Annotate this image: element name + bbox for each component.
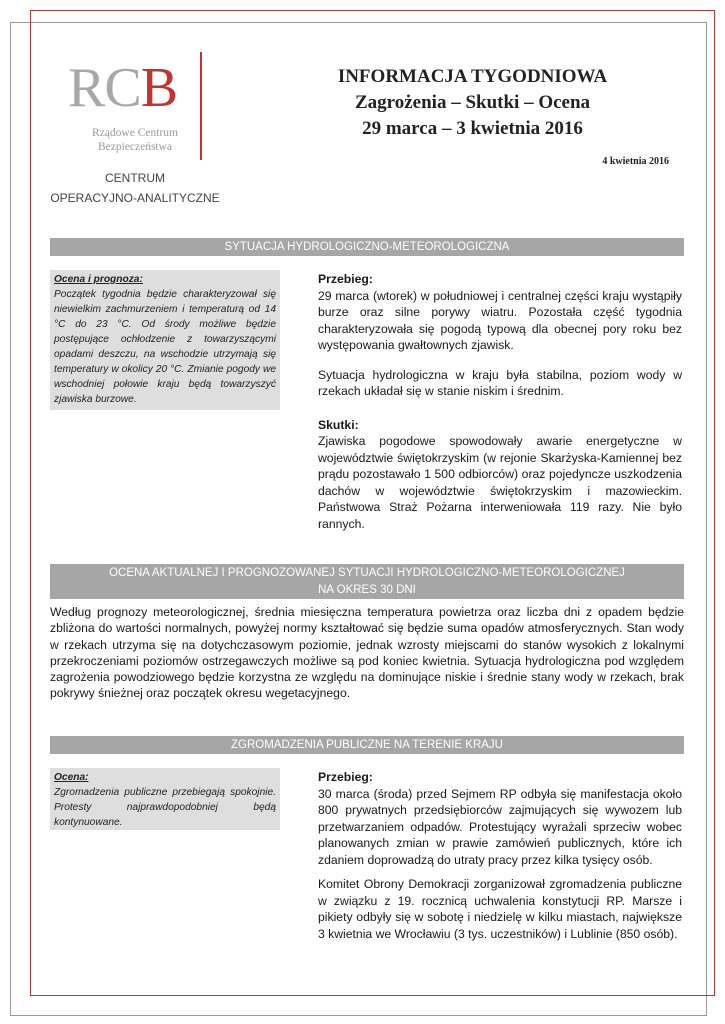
section-header-hydro-meteo: SYTUACJA HYDROLOGICZNO-METEOROLOGICZNA <box>50 238 684 256</box>
assemblies-paragraph-1: 30 marca (środa) przed Sejmem RP odbyła się manifestacja około 800 prywatnych przedsiębiorców zajmujących się wywozem lub przetwarzaniem odpadów. Protestujący wyrażali sprzeciw wobec planowanych zmian w prawie zamówień publicznych, które ich zdaniem doprowadzą do utraty pracy przez kilka tysięcy osób. <box>318 786 682 867</box>
przebieg-heading: Przebieg: <box>318 272 373 286</box>
skutki-paragraph: Zjawiska pogodowe spowodowały awarie energetyczne w województwie świętokrzyskim (w rejonie Skarżyska-Kamiennej bez prądu pozostawało 1 500 odbiorców) oraz pojedyncze uszkodzenia dachów w województwie świętokrzyskim i mazowieckim. Państwowa Straż Pożarna interweniowała 119 razy. Nie było rannych. <box>318 434 682 531</box>
assemblies-assessment-box <box>50 768 280 830</box>
logo-divider <box>200 52 202 160</box>
assemblies-przebieg-heading: Przebieg: <box>318 770 373 784</box>
forecast-heading: Ocena i prognoza: <box>54 274 143 285</box>
assemblies-details <box>318 769 682 942</box>
assessment-text: Zgromadzenia publiczne przebiegają spokojnie. Protesty najprawdopodobniej będą kontynuowane. <box>54 787 276 828</box>
forecast-text: Początek tygodnia będzie charakteryzował się niewielkim zachmurzeniem i temperaturą od 14 °C do 23 °C. Od środy możliwe będzie postępujące ochłodzenie z towarzyszącymi opadami deszczu, na wschodzie utrzymają się temperatury w okolicy 20 °C. Zmianie pogody we wschodniej połowie kraju będą towarzyszyć zjawiska burzowe. <box>54 289 276 405</box>
document-title: INFORMACJA TYGODNIOWA Zagrożenia – Skutki – Ocena 29 marca – 3 kwietnia 2016 <box>337 66 608 139</box>
hydro-meteo-details <box>318 271 682 532</box>
issue-date: 4 kwietnia 2016 <box>602 156 669 167</box>
przebieg-paragraph-1: 29 marca (wtorek) w południowej i centralnej części kraju wystąpiły burze oraz silne porywy wiatru. Pozostała część tygodnia charakteryzowała się pogodą typową dla obecnej pory roku bez występowania gwałtownych zjawisk. <box>318 288 682 352</box>
przebieg-paragraph-2: Sytuacja hydrologiczna w kraju była stabilna, poziom wody w rzekach układał się w stanie niskim i średnim. <box>318 367 682 398</box>
assemblies-paragraph-2: Komitet Obrony Demokracji zorganizował zgromadzenia publiczne w związku z 19. rocznicą uchwalenia konstytucji RP. Marsze i pikiety odbyły się w sobotę i niedzielę w kilku miastach, największe 3 kwietnia we Wrocławiu (3 tys. uczestników) i Lublinie (850 osób). <box>318 877 682 941</box>
section-header-30-day-outlook: OCENA AKTUALNEJ I PROGNOZOWANEJ SYTUACJI HYDROLOGICZNO-METEOROLOGICZNEJ NA OKRES 30 DNI <box>50 564 684 599</box>
section-header-public-assemblies: ZGROMADZENIA PUBLICZNE NA TERENIE KRAJU <box>50 736 684 754</box>
rcb-logo <box>58 52 208 162</box>
assessment-heading: Ocena: <box>54 772 89 783</box>
logo-letters: RCB <box>68 57 178 119</box>
outlook-paragraph: Według prognozy meteorologicznej, średnia miesięczna temperatura powietrza oraz liczba dni z opadem będzie zbliżona do wartości normalnych, powyżej normy kształtować się będzie suma opadów atmosferycznych. Stan wody w rzekach utrzyma się na dotychczasowym poziomie, jednak wzrosty miejscami do stanów wysokich z lokalnymi przekroczeniami poziomów ostrzegawczych możliwe są pod koniec kwietnia. Sytuacja hydrologiczna pod względem zagrożenia powodziowego będzie korzystna ze względu na dominujące niskie i średnie stany wody w rzekach, brak pokrywy śnieżnej oraz początek okresu wegetacyjnego. <box>50 605 684 701</box>
logo-subtitle: Rządowe Centrum Bezpieczeństwa <box>92 127 178 153</box>
skutki-heading: Skutki: <box>318 417 359 432</box>
forecast-box <box>50 270 280 410</box>
unit-name: CENTRUM OPERACYJNO-ANALITYCZNE <box>50 171 220 205</box>
